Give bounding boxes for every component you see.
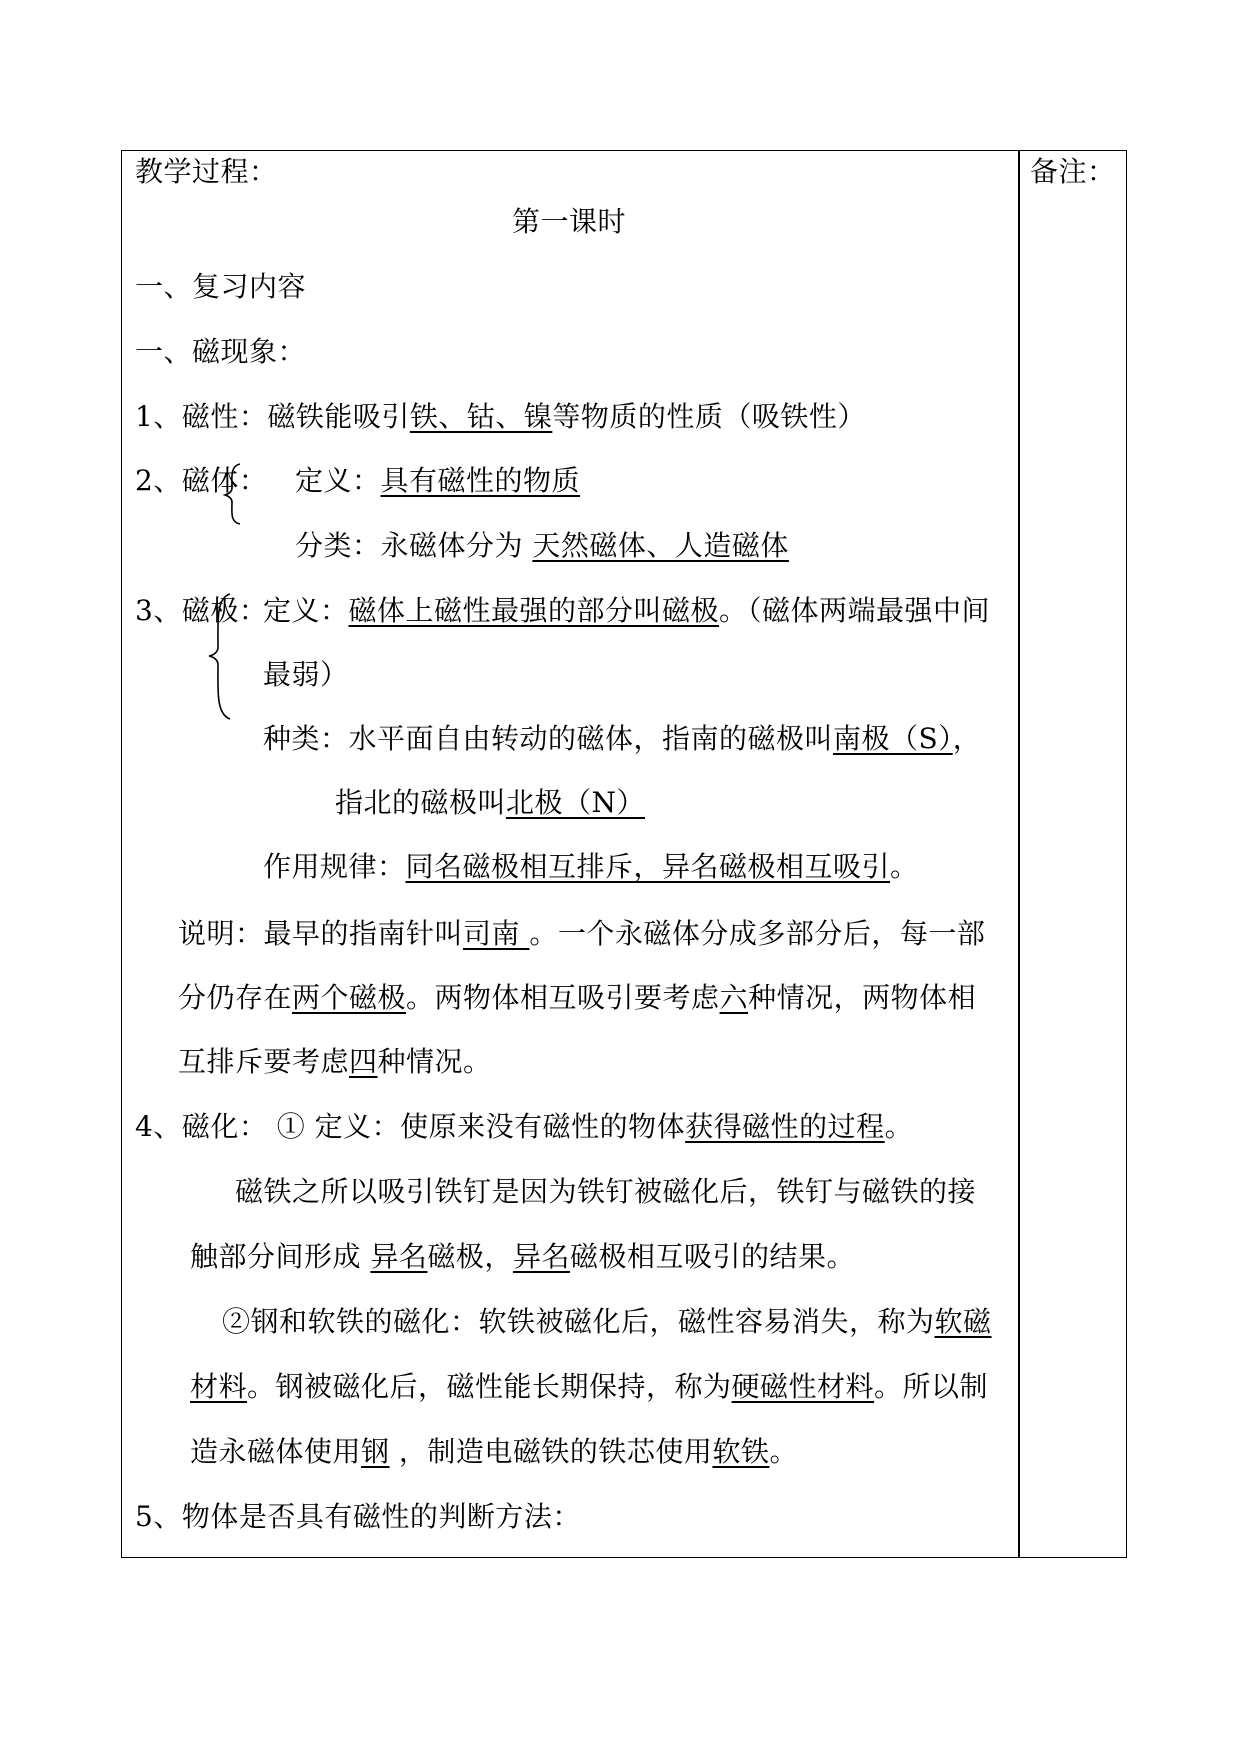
answer: 六 [719,981,749,1014]
text: 说明：最早的指南针叫 [178,917,464,950]
magnetization-line-2: 磁铁之所以吸引铁钉是因为铁钉被磁化后，铁钉与磁铁的接 [235,1175,977,1208]
magnetization-line-5 [190,1370,988,1404]
answer: 材料 [190,1370,248,1403]
text: 。 [890,850,919,883]
answer: 南极（S） [833,722,953,755]
text: 种情况，两物体相 [748,981,977,1014]
section-review: 一、复习内容 [135,270,307,303]
item-judgment-method: 5、物体是否具有磁性的判断方法： [135,1500,581,1533]
answer: 获得磁性的过程 [685,1110,885,1143]
pole-definition-cont: 最弱） [263,658,349,691]
text: 分类：永磁体分为 [295,529,533,562]
text: 。（磁体两端最强中间 [719,594,991,627]
text: 。钢被磁化后，磁性能长期保持，称为 [247,1370,732,1403]
brace-icon [206,592,236,722]
answer: 钢 [361,1435,390,1468]
item-magnet-label: 2、磁体： [135,464,268,497]
magnetization-line-4 [222,1305,992,1339]
text: 定义： [263,594,349,627]
answer: 天然磁体、人造磁体 [532,529,789,562]
text: 。两物体相互吸引要考虑 [406,981,720,1014]
pole-kinds-cont [335,786,645,820]
text: 4、磁化： ① 定义：使原来没有磁性的物体 [135,1110,686,1143]
text: ， [952,722,982,755]
answer: 软磁 [934,1305,992,1338]
pole-kinds [263,722,981,756]
text: 种类：水平面自由转动的磁体，指南的磁极叫 [263,722,834,755]
magnetization-line-6 [190,1435,798,1469]
text: 互排斥要考虑 [178,1045,350,1078]
answer: 具有磁性的物质 [380,464,581,497]
text: 触部分间形成 [190,1240,371,1273]
text: 。 [769,1435,798,1468]
text: 种情况。 [377,1045,492,1078]
answer: 司南 [463,917,530,950]
answer: 磁体上磁性最强的部分叫磁极 [348,594,720,627]
remarks-label: 备注： [1030,155,1116,188]
magnetization-line-3 [190,1240,855,1274]
answer: 软铁 [712,1435,770,1468]
lesson-title: 第一课时 [512,205,627,238]
text: 等物质的性质（吸铁性） [552,400,866,433]
text: ，制造电磁铁的铁芯使用 [389,1435,713,1468]
answer: 两个磁极 [292,981,407,1014]
note-line-1 [178,917,985,951]
text: ②钢和软铁的磁化：软铁被磁化后，磁性容易消失，称为 [222,1305,935,1338]
magnet-classification [295,529,789,563]
text: 。 [884,1110,914,1143]
text: 造永磁体使用 [190,1435,362,1468]
pole-definition [263,594,990,628]
item-magnetization [135,1110,913,1144]
text: 作用规律： [263,850,406,883]
answer: 北极（N） [506,786,646,819]
answer: 同名磁极相互排斥，异名磁极相互吸引 [405,850,891,883]
section-magnetism: 一、磁现象： [135,335,307,368]
process-label: 教学过程： [135,155,278,188]
column-divider [1018,150,1020,1558]
text: 磁极相互吸引的结果。 [569,1240,855,1273]
item-magnetism [135,400,866,434]
answer: 铁、钴、镍 [409,400,553,433]
text: 指北的磁极叫 [335,786,507,819]
note-line-2 [178,981,976,1015]
note-line-3 [178,1045,492,1079]
text: 1、磁性：磁铁能吸引 [135,400,410,433]
item-pole-label: 3、磁极： [135,594,268,627]
text: 。所以制 [874,1370,989,1403]
answer: 硬磁性材料 [731,1370,875,1403]
answer: 异名 [370,1240,428,1273]
text: 定义： [295,464,381,497]
text: 分仍存在 [178,981,293,1014]
answer: 异名 [512,1240,570,1273]
brace-icon [222,462,246,526]
answer: 四 [349,1045,378,1078]
text: 。一个永磁体分成多部分后，每一部 [529,917,986,950]
magnet-definition [295,464,580,498]
pole-rule [263,850,919,884]
text: 磁极， [427,1240,513,1273]
